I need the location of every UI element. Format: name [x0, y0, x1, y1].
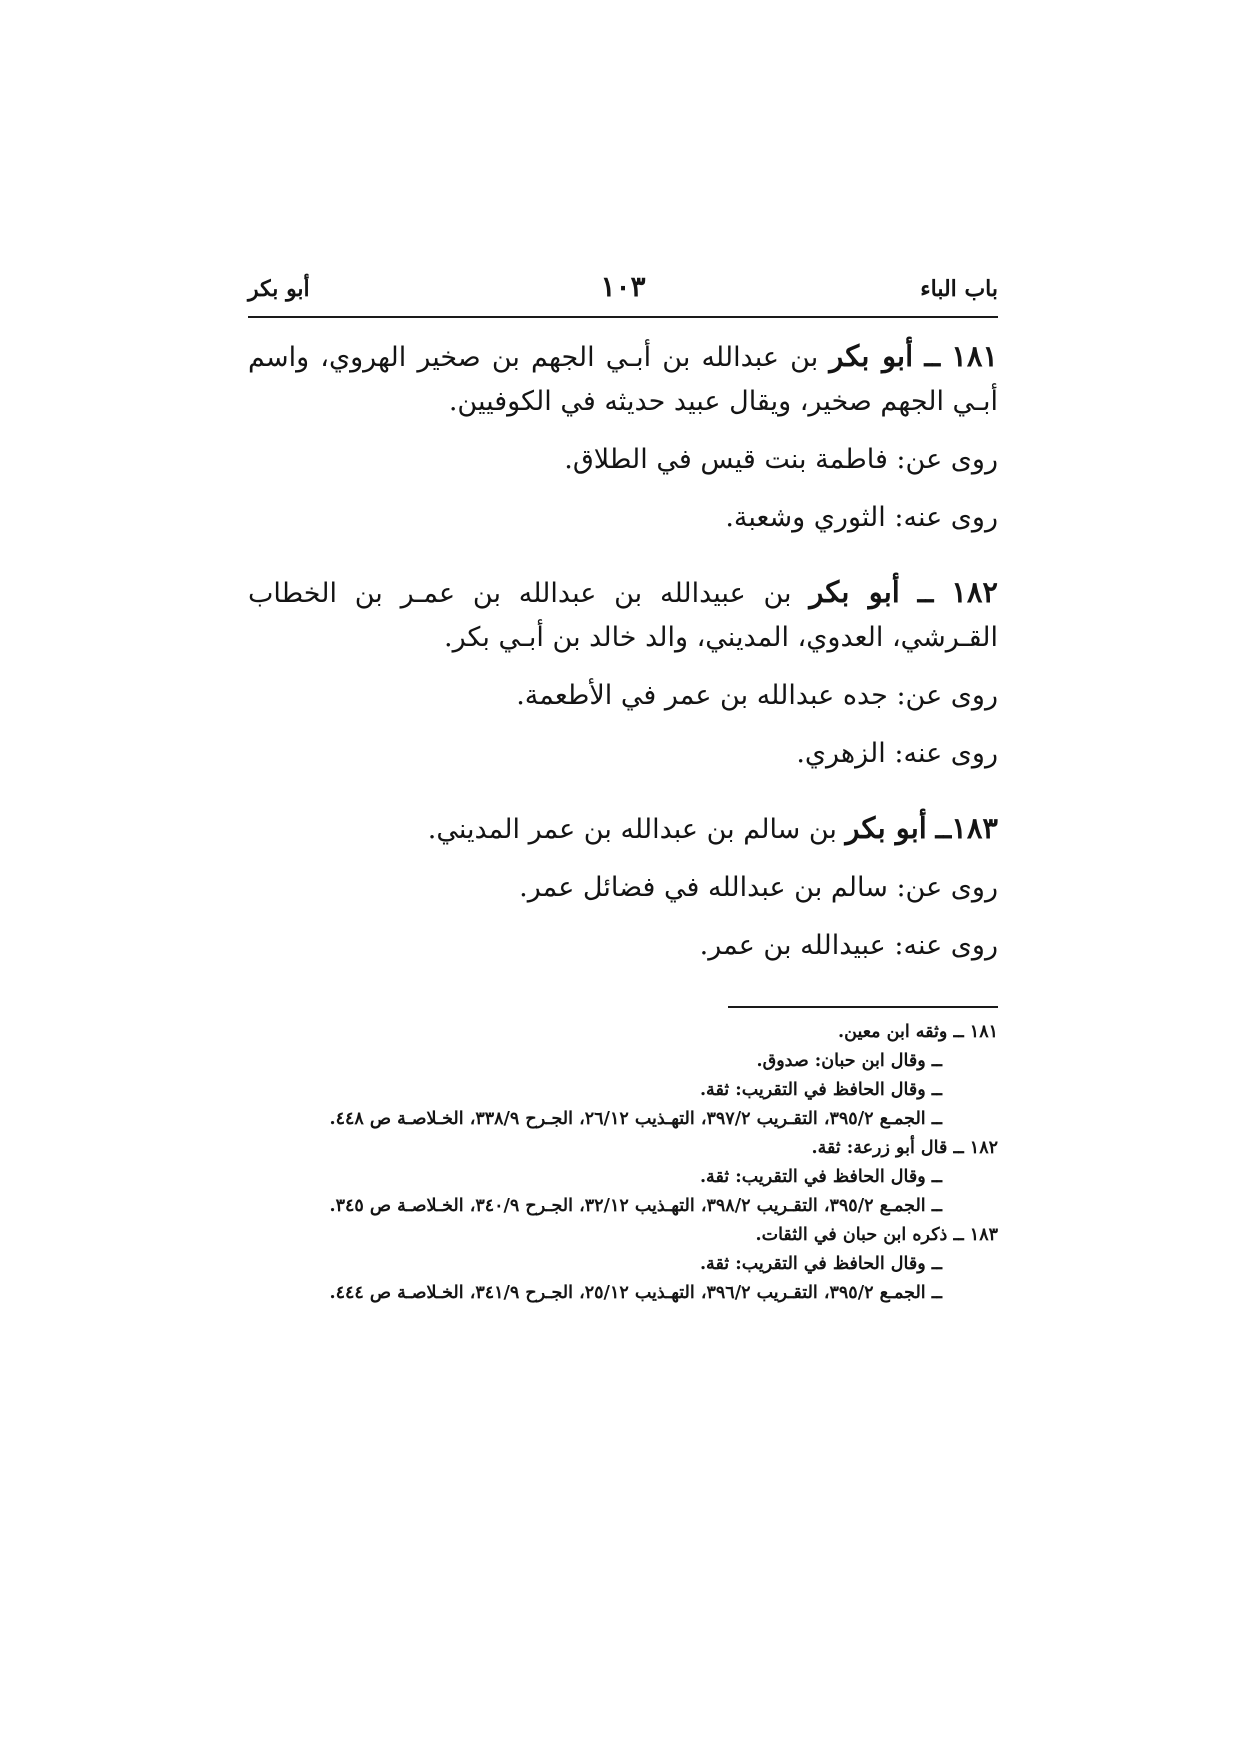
entry-182: [248, 570, 998, 776]
footnote-line: ــ وقال الحافظ في التقريب: ثقة.: [699, 1167, 942, 1187]
footnotes: [248, 1018, 998, 1308]
entry-number: ١٨١: [951, 339, 998, 373]
narrated-from: روى عن: جده عبدالله بن عمر في الأطعمة.: [516, 680, 998, 711]
footnote-183: [248, 1221, 998, 1308]
chapter-title: باب الباء: [920, 276, 998, 302]
footnote-text: قال أبو زرعة: ثقة.: [811, 1138, 948, 1158]
footnote-text: ذكره ابن حبان في الثقات.: [755, 1225, 948, 1245]
footnote-dash: ــ: [953, 1138, 964, 1158]
entry-number: ١٨٣: [951, 811, 998, 845]
narrated-by: روى عنه: الزهري.: [796, 738, 998, 769]
entry-heading: [248, 334, 998, 424]
narrated-from: روى عن: فاطمة بنت قيس في الطلاق.: [564, 444, 998, 475]
footnote-line: [248, 1018, 998, 1047]
footnote-line: [248, 1134, 998, 1163]
entry-heading: [248, 806, 998, 852]
entry-183: [248, 806, 998, 968]
entry-text: بن عبيدالله بن عبدالله بن عمـر بن الخطاب القـرشي، العدوي، المديني، والد خالد بن أبـي بكر.: [248, 578, 998, 653]
footnote-number: ١٨٢: [969, 1138, 998, 1158]
footnote-number: ١٨١: [969, 1022, 998, 1042]
footnote-divider: [728, 1006, 998, 1008]
footnote-number: ١٨٣: [969, 1225, 998, 1245]
narrated-by: روى عنه: الثوري وشعبة.: [725, 502, 998, 533]
entry-181: [248, 334, 998, 540]
entry-number: ١٨٢: [951, 575, 998, 609]
section-title: أبو بكر: [248, 276, 310, 302]
footnote-dash: ــ: [953, 1225, 964, 1245]
entry-text: بن سالم بن عبدالله بن عمر المديني.: [427, 814, 837, 845]
book-page: [248, 270, 998, 1308]
footnote-181: [248, 1018, 998, 1134]
footnote-references: ــ الجمـع ٣٩٥/٢، التقـريب ٣٩٧/٢، التهـذيب ٢٦/١٢، الجـرح ٣٣٨/٩، الخـلاصـة ص ٤٤٨.: [329, 1109, 942, 1129]
page-number: ١٠٣: [600, 270, 646, 303]
footnote-references: ــ الجمـع ٣٩٥/٢، التقـريب ٣٩٦/٢، التهـذيب ٢٥/١٢، الجـرح ٣٤١/٩، الخـلاصـة ص ٤٤٤.: [329, 1283, 942, 1303]
entry-kunya: أبو بكر: [845, 811, 927, 845]
footnote-line: ــ وقال ابن حبان: صدوق.: [756, 1051, 942, 1071]
entry-kunya: أبو بكر: [829, 339, 914, 373]
footnote-line: [248, 1221, 998, 1250]
narrated-by: روى عنه: عبيدالله بن عمر.: [699, 930, 998, 961]
footnote-182: [248, 1134, 998, 1221]
footnote-dash: ــ: [953, 1022, 964, 1042]
running-header: [248, 270, 998, 318]
entry-dash: ــ: [917, 578, 934, 609]
entry-text: بن عبدالله بن أبـي الجهم بن صخير الهروي، واسم أبـي الجهم صخير، ويقال عبيد حديثه في الكوفيين.: [248, 342, 998, 417]
entry-heading: [248, 570, 998, 660]
footnote-text: وثقه ابن معين.: [838, 1022, 948, 1042]
footnote-line: ــ وقال الحافظ في التقريب: ثقة.: [699, 1080, 942, 1100]
entry-kunya: أبو بكر: [809, 575, 900, 609]
narrated-from: روى عن: سالم بن عبدالله في فضائل عمر.: [519, 872, 998, 903]
entry-dash: ــ: [924, 342, 941, 373]
footnote-line: ــ وقال الحافظ في التقريب: ثقة.: [699, 1254, 942, 1274]
footnote-references: ــ الجمـع ٣٩٥/٢، التقـريب ٣٩٨/٢، التهـذيب ٣٢/١٢، الجـرح ٣٤٠/٩، الخـلاصـة ص ٣٤٥.: [329, 1196, 942, 1216]
entry-dash: ــ: [935, 814, 952, 845]
